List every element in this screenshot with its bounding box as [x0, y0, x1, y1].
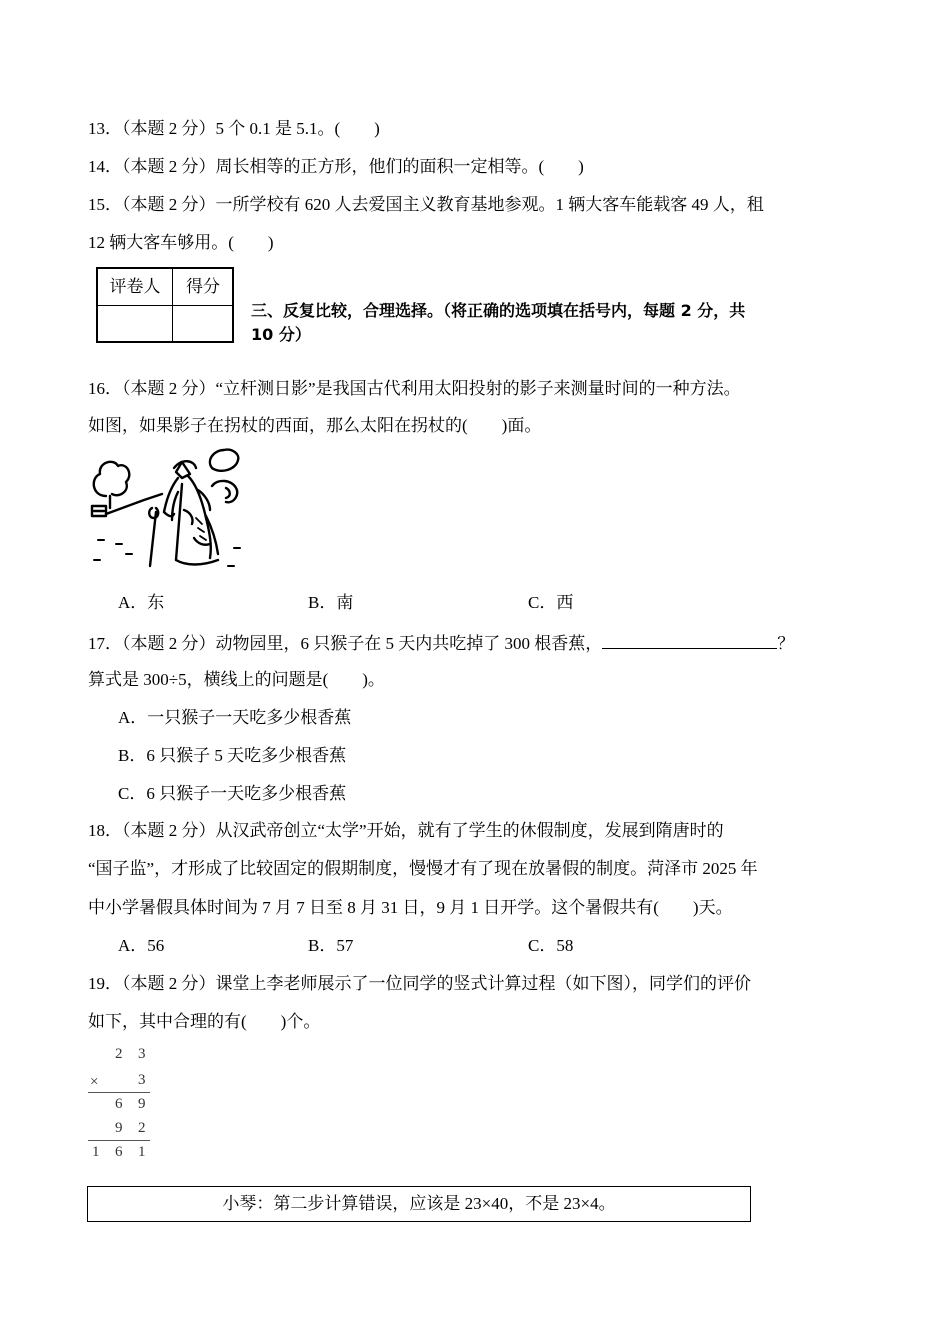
question-18-option-a: A．56	[118, 936, 165, 955]
question-16-option-c: C．西	[528, 593, 574, 612]
question-19-line1: 19．（本题 2 分）课堂上李老师展示了一位同学的竖式计算过程（如下图），同学们的评价	[88, 974, 751, 993]
question-17-option-b: B．6 只猴子 5 天吃多少根香蕉	[118, 746, 347, 765]
question-18-option-b: B．57	[308, 936, 354, 955]
calc-digit: 2	[138, 1120, 146, 1136]
question-17-line1-text: 17．（本题 2 分）动物园里，6 只猴子在 5 天内共吃掉了 300 根香蕉，	[88, 634, 603, 653]
question-14: 14．（本题 2 分）周长相等的正方形，他们的面积一定相等。( )	[88, 157, 584, 176]
score-table-score-header: 得分	[186, 277, 220, 296]
question-16-line2: 如图，如果影子在拐杖的西面，那么太阳在拐杖的( )面。	[88, 416, 542, 435]
calc-digit: 3	[138, 1072, 146, 1088]
question-18-line3: 中小学暑假具体时间为 7 月 7 日至 8 月 31 日，9 月 1 日开学。这个暑假共有( )天。	[88, 898, 733, 917]
question-16-option-a: A．东	[118, 593, 165, 612]
calc-times-sign: ×	[90, 1074, 99, 1090]
calc-digit: 1	[92, 1144, 100, 1160]
calc-digit: 9	[115, 1120, 123, 1136]
question-15-line1: 15．（本题 2 分）一所学校有 620 人去爱国主义教育基地参观。1 辆大客车能载客 49 人，租	[88, 195, 764, 214]
score-table-grader-header: 评卷人	[109, 277, 161, 296]
question-16-option-b: B．南	[308, 593, 354, 612]
question-19-line2: 如下，其中合理的有( )个。	[88, 1012, 321, 1031]
section-3-heading-line2: 10 分）	[251, 325, 311, 344]
score-table	[96, 267, 234, 343]
question-17-line1	[88, 632, 794, 655]
calc-digit: 2	[115, 1046, 123, 1062]
student-comment-box: 小琴：第二步计算错误，应该是 23×40，不是 23×4。	[87, 1186, 751, 1222]
question-13: 13．（本题 2 分）5 个 0.1 是 5.1。( )	[88, 119, 380, 138]
question-18-line2: “国子监”，才形成了比较固定的假期制度，慢慢才有了现在放暑假的制度。菏泽市 2025 年	[88, 859, 758, 878]
question-18-line1: 18．（本题 2 分）从汉武帝创立“太学”开始，就有了学生的休假制度，发展到隋唐时的	[88, 821, 724, 840]
calc-digit: 6	[115, 1144, 123, 1160]
question-17-line1-end: ？	[777, 634, 795, 653]
question-16-line1: 16．（本题 2 分）“立杆测日影”是我国古代利用太阳投射的影子来测量时间的一种方法。	[88, 379, 741, 398]
question-17-option-c: C．6 只猴子一天吃多少根香蕉	[118, 784, 347, 803]
question-17-line2: 算式是 300÷5，横线上的问题是( )。	[88, 670, 385, 689]
vertical-multiplication	[88, 1046, 158, 1166]
old-man-cane-illustration	[86, 448, 246, 578]
question-17-blank	[602, 632, 777, 649]
calc-digit: 1	[138, 1144, 146, 1160]
section-3-heading	[251, 299, 861, 347]
calc-digit: 3	[138, 1046, 146, 1062]
calc-digit: 9	[138, 1096, 146, 1112]
calc-digit: 6	[115, 1096, 123, 1112]
question-18-option-c: C．58	[528, 936, 574, 955]
question-15-line2: 12 辆大客车够用。( )	[88, 233, 274, 252]
question-17-option-a: A．一只猴子一天吃多少根香蕉	[118, 708, 352, 727]
section-3-heading-line1: 三、反复比较，合理选择。（将正确的选项填在括号内，每题 2 分，共	[251, 301, 746, 320]
